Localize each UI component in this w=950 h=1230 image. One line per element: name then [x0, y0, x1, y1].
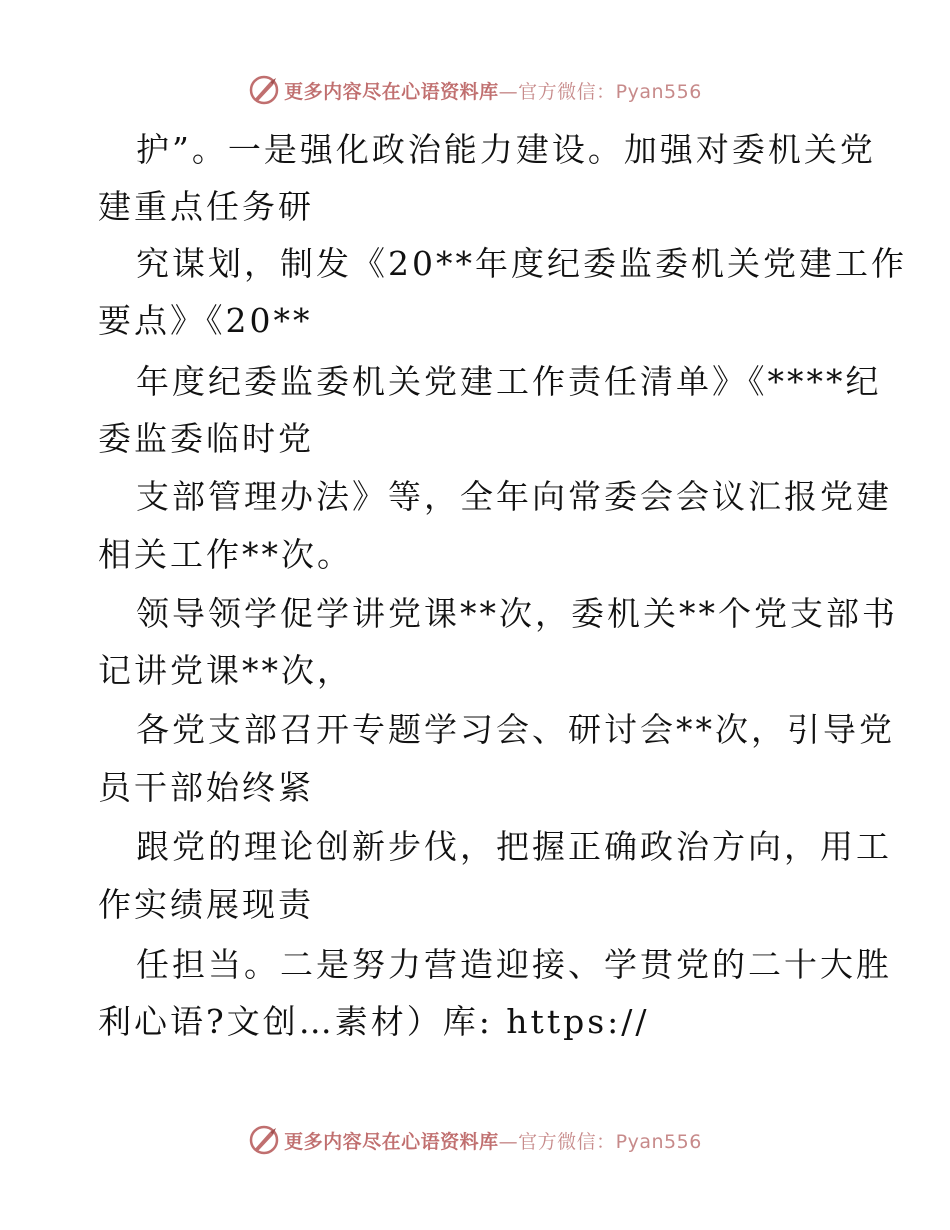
body-line-11: 各党支部召开专题学习会、研讨会**次，引导党 — [136, 710, 895, 749]
footer-banner-main: 更多内容尽在心语资料库 — [284, 1130, 499, 1153]
body-line-9: 领导领学促学讲党课**次，委机关**个党支部书 — [136, 594, 898, 633]
body-line-16: 利心语?文创…素材）库: https:// — [98, 1002, 650, 1041]
quill-logo-icon — [248, 74, 280, 106]
header-banner — [0, 70, 950, 110]
body-line-6: 委监委临时党 — [98, 419, 314, 458]
header-banner-text — [284, 77, 702, 104]
body-line-12: 员干部始终紧 — [98, 768, 314, 807]
body-line-7: 支部管理办法》等，全年向常委会会议汇报党建 — [136, 477, 892, 516]
body-line-10: 记讲党课**次， — [98, 651, 353, 690]
quill-logo-icon — [248, 1124, 280, 1156]
footer-banner — [0, 1120, 950, 1160]
body-line-5: 年度纪委监委机关党建工作责任清单》《****纪 — [136, 362, 882, 401]
body-line-4: 要点》《20** — [98, 301, 313, 340]
body-line-14: 作实绩展现责 — [98, 885, 314, 924]
body-line-1: 护”。一是强化政治能力建设。加强对委机关党 — [136, 130, 876, 169]
body-line-15: 任担当。二是努力营造迎接、学贯党的二十大胜 — [136, 945, 892, 984]
footer-banner-text — [284, 1127, 702, 1154]
footer-banner-sub: —官方微信：Pyan556 — [498, 1130, 702, 1153]
body-line-3: 究谋划，制发《20**年度纪委监委机关党建工作 — [136, 244, 907, 283]
header-banner-sub: —官方微信：Pyan556 — [498, 80, 702, 103]
body-line-8: 相关工作**次。 — [98, 535, 353, 574]
body-line-13: 跟党的理论创新步伐，把握正确政治方向，用工 — [136, 827, 892, 866]
header-banner-main: 更多内容尽在心语资料库 — [284, 80, 499, 103]
body-line-2: 建重点任务研 — [98, 187, 314, 226]
